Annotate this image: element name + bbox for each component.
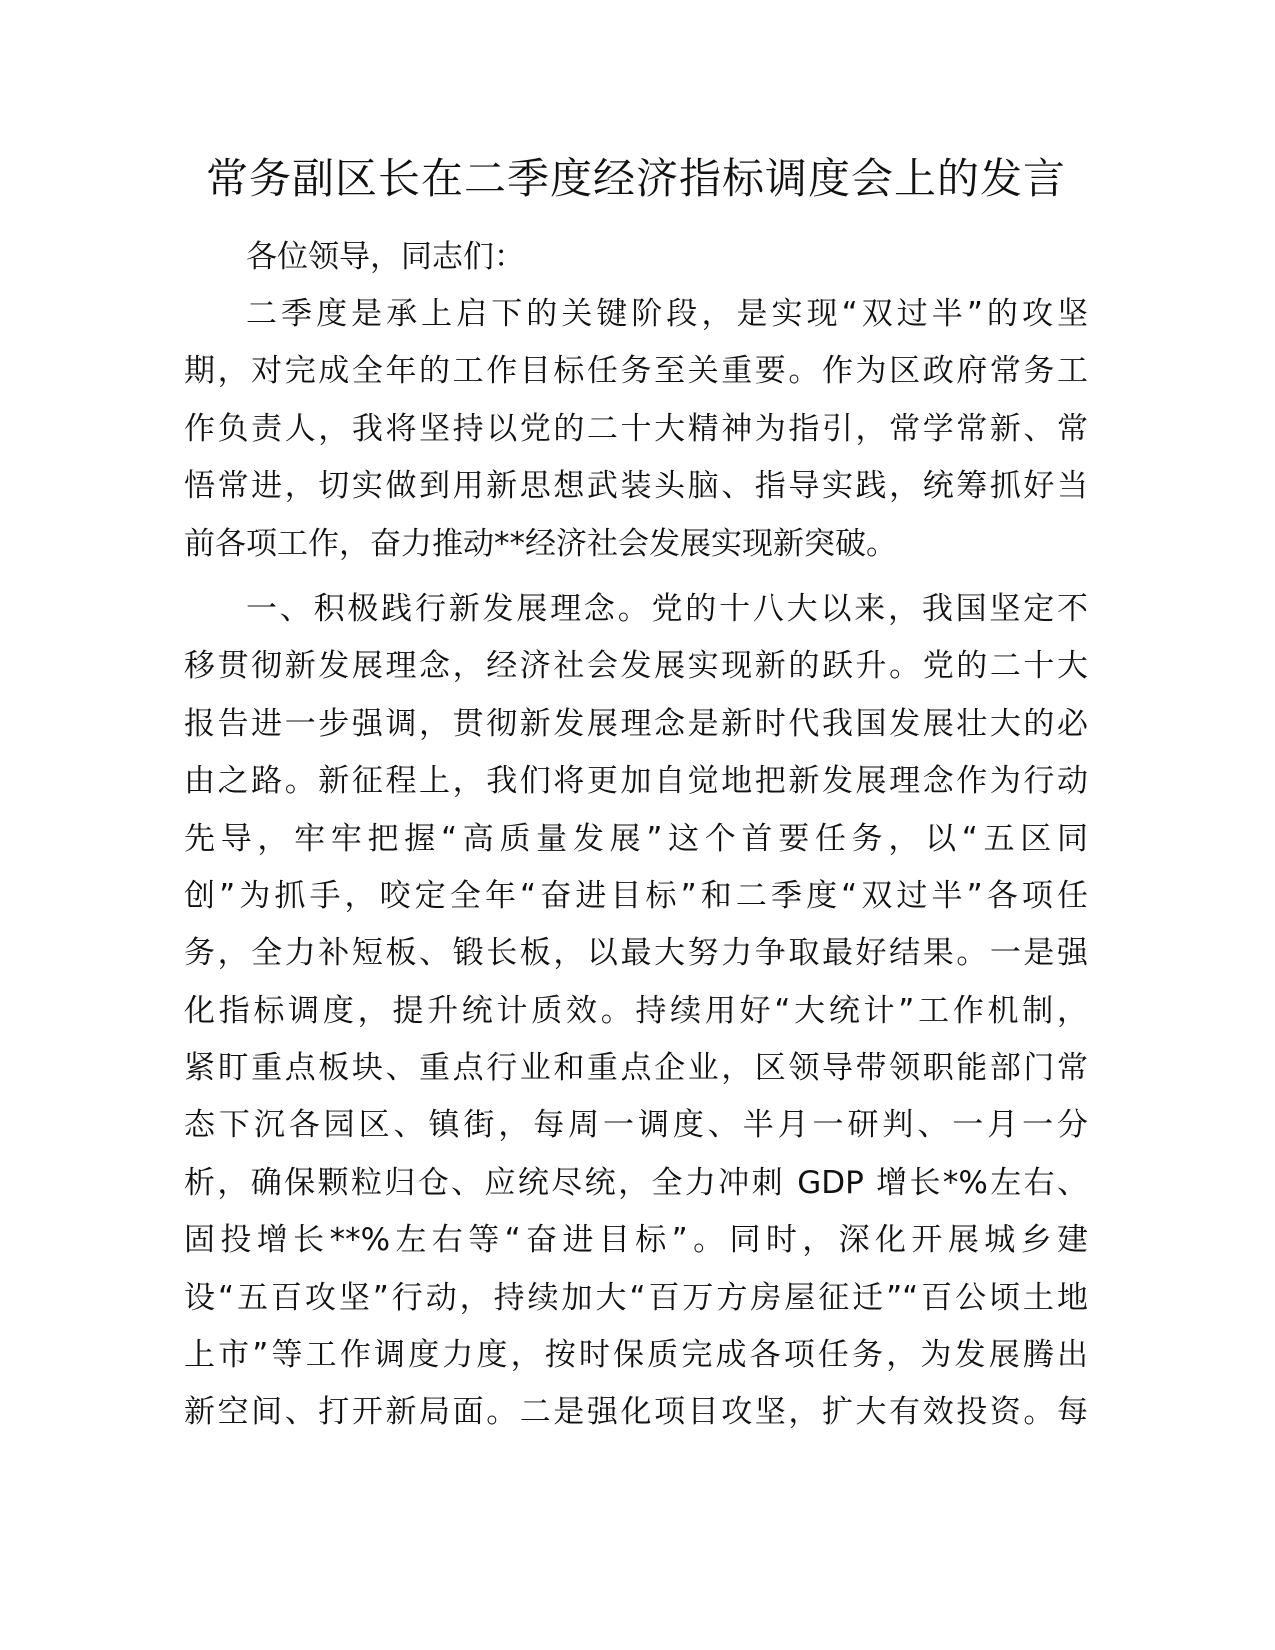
text-line: 一、积极践行新发展理念。党的十八大以来，我国坚定不 [246,590,1088,627]
text-line: 由之路。新征程上，我们将更加自觉地把新发展理念作为行动 [184,763,1088,800]
document-page [184,0,1088,1650]
text-line: 悟常进，切实做到用新思想武装头脑、指导实践，统筹抓好当 [184,468,1088,505]
text-line: 二季度是承上启下的关键阶段，是实现“双过半”的攻坚 [246,296,1088,332]
text-line: 上市”等工作调度力度，按时保质完成各项任务，为发展腾出 [184,1337,1088,1374]
text-line: 先导，牢牢把握“高质量发展”这个首要任务，以“五区同 [184,820,1088,857]
text-line: 前各项工作，奋力推动**经济社会发展实现新突破。 [184,525,897,562]
text-line: 固投增长**%左右等“奋进目标”。同时，深化开展城乡建 [184,1222,1088,1259]
salutation: 各位领导，同志们： [246,239,525,275]
text-line: 设“五百攻坚”行动，持续加大“百万方房屋征迁”“百公顷土地 [184,1279,1088,1316]
paragraph-section-one [184,581,1088,1442]
text-line: 务，全力补短板、锻长板，以最大努力争取最好结果。一是强 [184,935,1088,972]
text-line: 期，对完成全年的工作目标任务至关重要。作为区政府常务工 [184,353,1088,390]
text-line: 新空间、打开新局面。二是强化项目攻坚，扩大有效投资。每 [184,1394,1088,1431]
text-line: 报告进一步强调，贯彻新发展理念是新时代我国发展壮大的必 [184,705,1088,742]
paragraph-intro [184,286,1088,573]
text-line: 移贯彻新发展理念，经济社会发展实现新的跃升。党的二十大 [184,648,1088,685]
text-line: 作负责人，我将坚持以党的二十大精神为指引，常学常新、常 [184,410,1088,447]
text-line: 化指标调度，提升统计质效。持续用好“大统计”工作机制， [184,992,1088,1029]
text-line: 紧盯重点板块、重点行业和重点企业，区领导带领职能部门常 [184,1050,1088,1087]
text-line: 析，确保颗粒归仓、应统尽统，全力冲刺 GDP 增长*%左右、 [184,1164,1088,1201]
document-title: 常务副区长在二季度经济指标调度会上的发言 [205,154,1066,203]
document-body [184,286,1088,1442]
text-line: 态下沉各园区、镇街，每周一调度、半月一研判、一月一分 [184,1107,1088,1144]
text-line: 创”为抓手，咬定全年“奋进目标”和二季度“双过半”各项任 [184,877,1088,914]
